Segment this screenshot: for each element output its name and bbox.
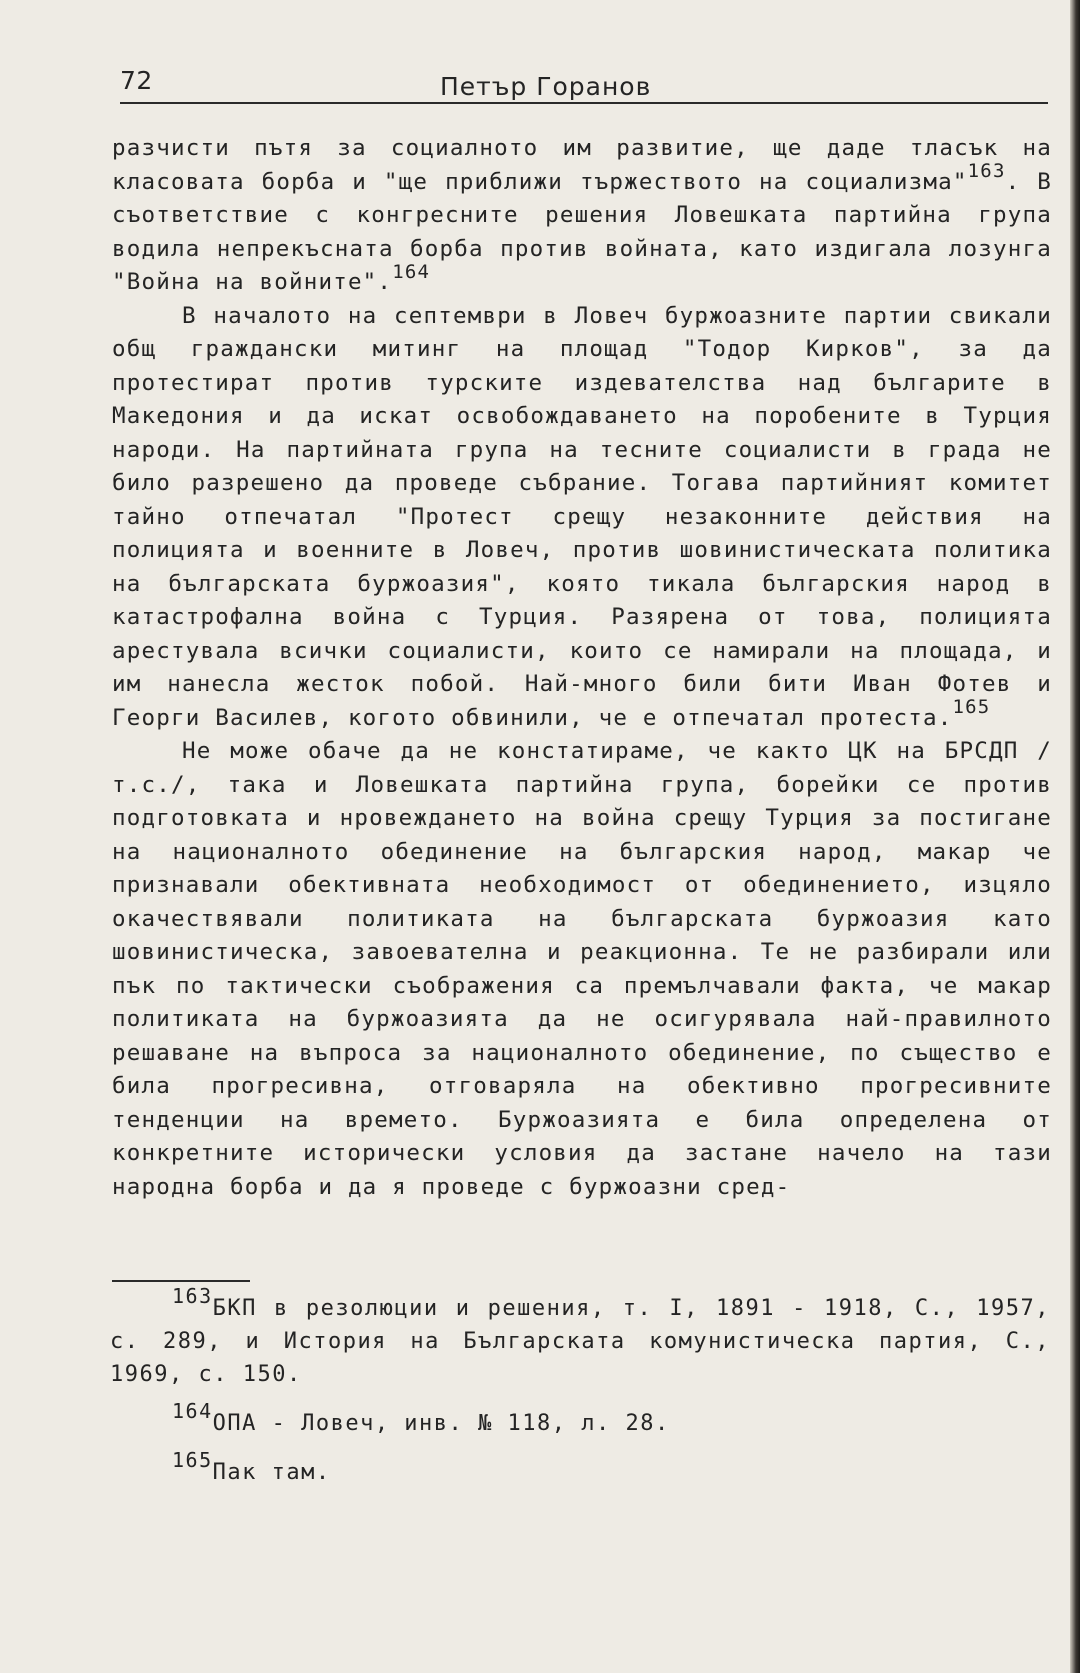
- footnote-ref-163: 163: [967, 160, 1006, 182]
- footnote-mark: 163: [172, 1284, 213, 1308]
- footnote-164: [110, 1399, 1050, 1440]
- main-text: [112, 132, 1052, 1204]
- footnote-163: [110, 1284, 1050, 1391]
- paragraph-text: . В съответствие с конгресните решения Ловешката партийна група водила непрекъсната борба против войната, като издигала лозунга "Война на войните".: [112, 168, 1052, 295]
- footnote-text: ОПА - Ловеч, инв. № 118, л. 28.: [212, 1411, 670, 1436]
- footnotes: [110, 1284, 1050, 1505]
- paragraph-3: [112, 735, 1052, 1204]
- footnote-mark: 165: [172, 1448, 213, 1472]
- paragraph-text: В началото на септември в Ловеч буржоазните партии свикали общ граждански митинг на площад "Тодор Кирков", за да протестират против турските издевателства над българите в Македония и да искат освобождаването на поробените в Турция народи. На партийната група на тесните социалисти в града не било разрешено да проведе събрание. Тогава партийният комитет тайно отпечатал "Протест срещу незаконните действия на полицията и военните в Ловеч, против шовинистическата политика на българската буржоазия", която тикала българския народ в катастрофална война с Турция. Разярена от това, полицията арестувала всички социалисти, които се намирали на площада, и им нанесла жесток побой. Най-много били бити Иван Фотев и Георги Василев, когото обвинили, че е отпечатал протеста.: [112, 302, 1052, 731]
- footnote-text: Пак там.: [212, 1460, 331, 1485]
- running-title: Петър Горанов: [440, 72, 652, 101]
- footnote-separator: [112, 1280, 250, 1282]
- paragraph-text: Не може обаче да не констатираме, че както ЦК на БРСДП /т.с./, така и Ловешката партийна група, борейки се против подготовката и нровеждането на война срещу Турция за постигане на националното обединение на българския народ, макар че признавали обективната необходимост от обединението, изцяло окачествявали политиката на българската буржоазия като шовинистическа, завоевателна и реакционна. Те не разбирали или пък по тактически съображения са премълчавали факта, че макар политиката на буржоазията да не осигурявала най-правилното решаване на въпроса за националното обединение, по същество е била прогресивна, отговаряла на обективно прогресивните тенденции на времето. Буржоазията е била определена от конкретните исторически условия да застане начело на тази народна борба и да я проведе с буржоазни сред-: [112, 738, 1052, 1200]
- paragraph-text: разчисти пътя за социалното им развитие, ще даде тласък на класовата борба и "ще приближи тържеството на социализма": [112, 135, 1052, 195]
- paragraph-1: [112, 132, 1052, 300]
- footnote-ref-165: 165: [952, 696, 991, 718]
- footnote-165: [110, 1448, 1050, 1489]
- page-header: [120, 64, 1048, 104]
- footnote-ref-164: 164: [392, 260, 431, 283]
- paragraph-2: [112, 300, 1052, 736]
- footnote-text: БКП в резолюции и решения, т. I, 1891 - 1918, С., 1957, с. 289, и История на Българската комунистическа партия, С., 1969, с. 150.: [110, 1296, 1050, 1387]
- page-edge-shadow: [1070, 0, 1080, 1673]
- page-number: 72: [120, 66, 153, 95]
- footnote-mark: 164: [172, 1399, 213, 1423]
